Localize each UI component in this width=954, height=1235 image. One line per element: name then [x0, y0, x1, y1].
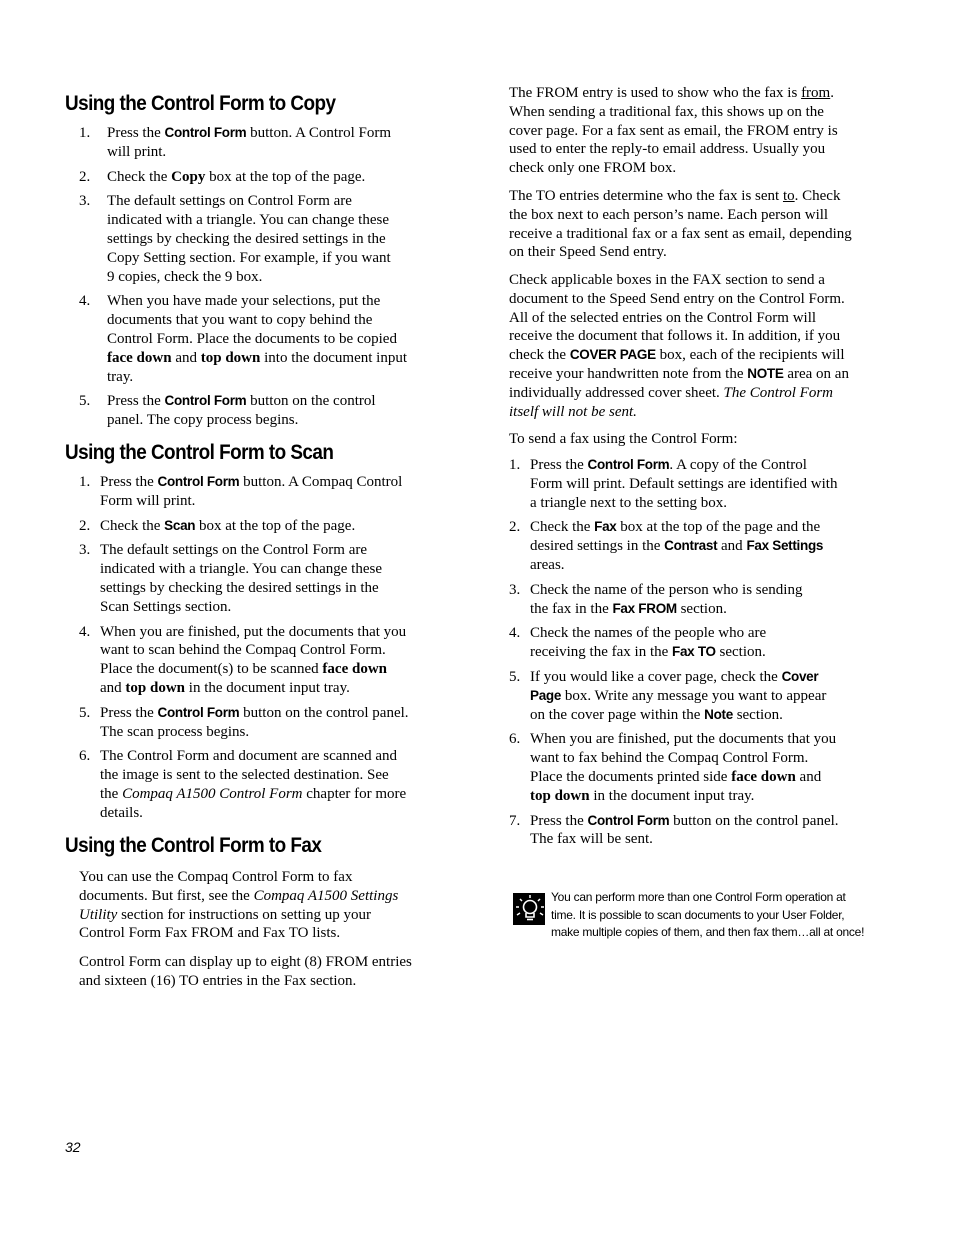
fax-heading: Using the Control Form to Fax: [65, 834, 322, 857]
copy-heading: Using the Control Form to Copy: [65, 92, 336, 115]
to-paragraph: The TO entries determine who the fax is sent to. Check the box next to each person’s name. Each person will receive a traditional fax or a fax sent as email, depending on their Speed Send entry.: [509, 188, 852, 261]
list-item: 6. When you are finished, put the documents that you want to fax behind the Compaq Control Form. Place the documents printed side face down and top down in the document input tray.: [509, 731, 837, 804]
list-item: 3. Check the name of the person who is sending the fax in the Fax FROM section.: [509, 581, 803, 617]
list-item: 2. Check the Scan box at the top of the page.: [79, 517, 356, 534]
list-item: 1. Press the Control Form button. A Control Form will print.: [79, 125, 391, 160]
lightbulb-tip-icon: [513, 893, 545, 925]
list-item: 3. The default settings on Control Form are indicated with a triangle. You can change these settings by checking the desired settings in the Copy Setting section. For example, if you want 9 copies, check the 9 box.: [79, 193, 391, 285]
list-item: 4. When you have made your selections, put the documents that you want to copy behind the Control Form. Place the documents to be copied face down and top down into the document input tray.: [79, 293, 408, 385]
list-item: 4. When you are finished, put the documents that you want to scan behind the Compaq Control Form. Place the document(s) to be scanned face down and top down in the document input tray.: [79, 623, 407, 696]
list-item: 1. Press the Control Form button. A Compaq Control Form will print.: [79, 474, 403, 509]
list-item: 3. The default settings on the Control Form are indicated with a triangle. You can change these settings by checking the desired settings in the Scan Settings section.: [79, 542, 382, 615]
scan-steps: [79, 473, 409, 829]
scan-heading: Using the Control Form to Scan: [65, 441, 334, 464]
list-item: 5. Press the Control Form button on the control panel. The copy process begins.: [79, 393, 376, 429]
list-item: 2. Check the Copy box at the top of the page.: [79, 168, 366, 185]
list-item: 4. Check the names of the people who are receiving the fax in the Fax TO section.: [509, 625, 767, 661]
list-item: 5. If you would like a cover page, check the Cover Page box. Write any message you want to appear on the cover page within the Note section.: [509, 668, 827, 723]
list-item: 1. Press the Control Form. A copy of the Control Form will print. Default settings are identified with a triangle next to the setting box.: [509, 457, 838, 511]
list-item: 5. Press the Control Form button on the control panel. The scan process begins.: [79, 704, 409, 740]
list-item: 6. The Control Form and document are scanned and the image is sent to the selected destination. See the Compaq A1500 Control Form chapter for more details.: [79, 748, 407, 821]
from-paragraph: The FROM entry is used to show who the fax is from. When sending a traditional fax, this shows up on the cover page. For a fax sent as email, the FROM entry is used to enter the reply-to email address. Usually you check only one FROM box.: [509, 85, 838, 177]
copy-steps: [79, 124, 409, 436]
fax-intro-paragraph: You can use the Compaq Control Form to fax documents. But first, see the Compaq A1500 Settings Utility section for instructions on setting up your Control Form Fax FROM and Fax TO lists.: [79, 869, 399, 942]
send-intro: To send a fax using the Control Form:: [509, 431, 738, 447]
check-paragraph: Check applicable boxes in the FAX section to send a document to the Speed Send entry on the Control Form. All of the selected entries on the Control Form will receive the document that follows it. In addition, if you check the COVER PAGE box, each of the recipients will receive your handwritten note from the NOTE area on an individually addressed cover sheet. The Control Form itself will not be sent.: [509, 272, 849, 420]
fax-capacity-paragraph: Control Form can display up to eight (8) FROM entries and sixteen (16) TO entries in the Fax section.: [79, 954, 412, 989]
list-item: 7. Press the Control Form button on the control panel. The fax will be sent.: [509, 812, 839, 848]
list-item: 2. Check the Fax box at the top of the page and the desired settings in the Contrast and Fax Settings areas.: [509, 519, 824, 573]
page-number: 32: [65, 1139, 81, 1155]
fax-steps: [509, 456, 841, 855]
tip-text: You can perform more than one Control Form operation at time. It is possible to scan documents to your User Folder, make multiple copies of them, and then fax them…all at once!: [551, 890, 865, 939]
